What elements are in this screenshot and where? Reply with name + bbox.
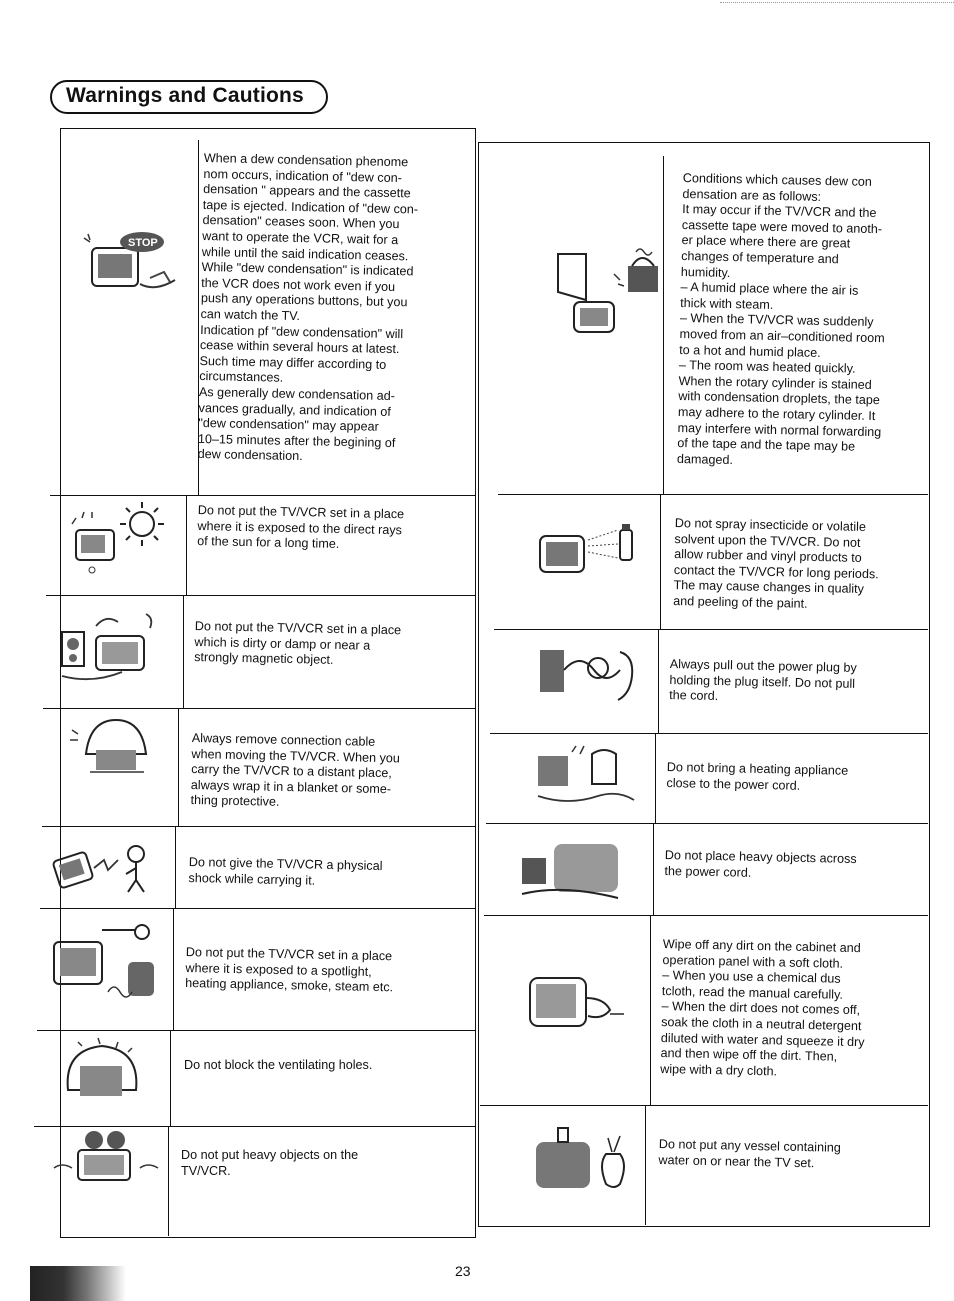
page-number: 23 bbox=[455, 1263, 471, 1279]
caution-text: Wipe off any dirt on the cabinet and operation panel with a soft cloth. – When you use a chemical dus tcloth, read the manual carefully. – When the dirt does not comes off, soak the cloth in a neutral detergent diluted with water and squeeze it dry and then wipe off the dirt. Then, wipe with a dry cloth. bbox=[660, 937, 865, 1079]
svg-text:STOP: STOP bbox=[128, 237, 158, 249]
water-vessel-icon bbox=[522, 1124, 632, 1199]
divider bbox=[490, 733, 928, 734]
caution-text: Do not place heavy objects across the power cord. bbox=[664, 848, 857, 880]
page-title: Warnings and Cautions bbox=[66, 84, 304, 107]
divider bbox=[40, 908, 476, 909]
caution-text: Do not put the TV/VCR set in a place where it is exposed to the direct rays of the sun for a long time. bbox=[197, 503, 405, 552]
blocked-ventilation-icon bbox=[58, 1036, 148, 1113]
divider bbox=[170, 1030, 171, 1126]
divider bbox=[50, 495, 476, 496]
divider bbox=[168, 1126, 169, 1236]
heater-near-cord-icon bbox=[532, 742, 642, 811]
divider bbox=[660, 494, 661, 629]
caution-text: Always pull out the power plug by holding the plug itself. Do not pull the cord. bbox=[669, 657, 857, 704]
divider bbox=[173, 908, 174, 1030]
divider bbox=[37, 1030, 476, 1031]
divider bbox=[650, 915, 651, 1105]
divider bbox=[46, 595, 476, 596]
top-edge-rule bbox=[720, 2, 954, 3]
divider bbox=[178, 708, 179, 826]
caution-text: Do not put any vessel containing water on or near the TV set. bbox=[658, 1137, 841, 1170]
caution-text: Do not bring a heating appliance close to the power cord. bbox=[666, 760, 849, 793]
caution-text: Do not put heavy objects on the TV/VCR. bbox=[181, 1148, 359, 1178]
caution-text: Always remove connection cable when moving the TV/VCR. When you carry the TV/VCR to a distant place, always wrap it in a blanket or some- thing protective. bbox=[190, 731, 401, 810]
caution-text: Do not put the TV/VCR set in a place where it is exposed to a spotlight, heating appliance, smoke, steam etc. bbox=[185, 945, 394, 995]
divider bbox=[34, 1126, 476, 1127]
divider bbox=[480, 1105, 928, 1106]
divider bbox=[655, 733, 656, 823]
pull-power-plug-icon bbox=[538, 642, 648, 713]
caution-text: When a dew condensation phenome nom occurs, indication of "dew con- densation " appears and the cassette tape is ejected. Indication of "dew con- densation" ceases soon. When you want to operate the VCR, wait for a while until the said indication ceases. While "dew condensation" is indicated the VCR does not work even if you push any operations buttons, but you can watch the TV. Indication pf "dew condensation" will cease within several hours at latest. Such time may differ according to circumstances. As generally dew condensation ad- vances gradually, and indication of "dew condensation" may appear 10–15 minutes after the begining of dew condensation. bbox=[197, 151, 419, 464]
divider bbox=[175, 826, 176, 908]
dew-condensation-stop-icon bbox=[80, 228, 185, 305]
caution-text: Do not spray insecticide or volatile solvent upon the TV/VCR. Do not allow rubber and vinyl products to contact the TV/VCR for long periods. The may cause changes in quality and peeling of the paint. bbox=[673, 516, 879, 611]
caution-text: Do not give the TV/VCR a physical shock while carrying it. bbox=[188, 855, 383, 888]
scan-shadow bbox=[30, 1266, 126, 1301]
divider bbox=[645, 1105, 646, 1225]
divider bbox=[494, 629, 928, 630]
caution-text: Do not block the ventilating holes. bbox=[184, 1058, 373, 1072]
dirty-damp-magnetic-icon bbox=[56, 606, 176, 691]
divider bbox=[658, 629, 659, 733]
divider bbox=[43, 708, 476, 709]
heavy-objects-on-set-icon bbox=[50, 1128, 162, 1193]
wipe-cabinet-cloth-icon bbox=[526, 968, 626, 1043]
caution-text: Conditions which causes dew con densation are as follows: It may occur if the TV/VCR and the cassette tape were moved to anoth- er place where there are great changes of temperature and humidity. – A humid place where the air is thick with steam. – When the TV/VCR was suddenly moved from an air–conditioned room to a hot and humid place. – The room was heated quickly. When the rotary cylinder is stained with condensation droplets, the tape may adhere to the rotary cylinder. It may interfere with normal forwarding of the tape and the tape may be damaged. bbox=[676, 171, 885, 467]
divider bbox=[663, 156, 664, 494]
divider bbox=[486, 823, 928, 824]
divider bbox=[653, 823, 654, 915]
divider bbox=[498, 494, 928, 495]
divider bbox=[183, 595, 184, 708]
humid-room-kettle-icon bbox=[552, 244, 662, 345]
physical-shock-icon bbox=[44, 838, 156, 903]
heavy-object-on-cord-icon bbox=[518, 840, 628, 909]
insecticide-spray-icon bbox=[536, 520, 646, 585]
divider bbox=[484, 915, 928, 916]
direct-sunlight-icon bbox=[62, 500, 172, 585]
caution-text: Do not put the TV/VCR set in a place which is dirty or damp or near a strongly magnetic object. bbox=[194, 619, 402, 668]
spotlight-heat-smoke-icon bbox=[46, 922, 162, 1007]
divider bbox=[42, 826, 476, 827]
remove-cable-blanket-icon bbox=[64, 716, 164, 781]
divider bbox=[186, 495, 187, 595]
